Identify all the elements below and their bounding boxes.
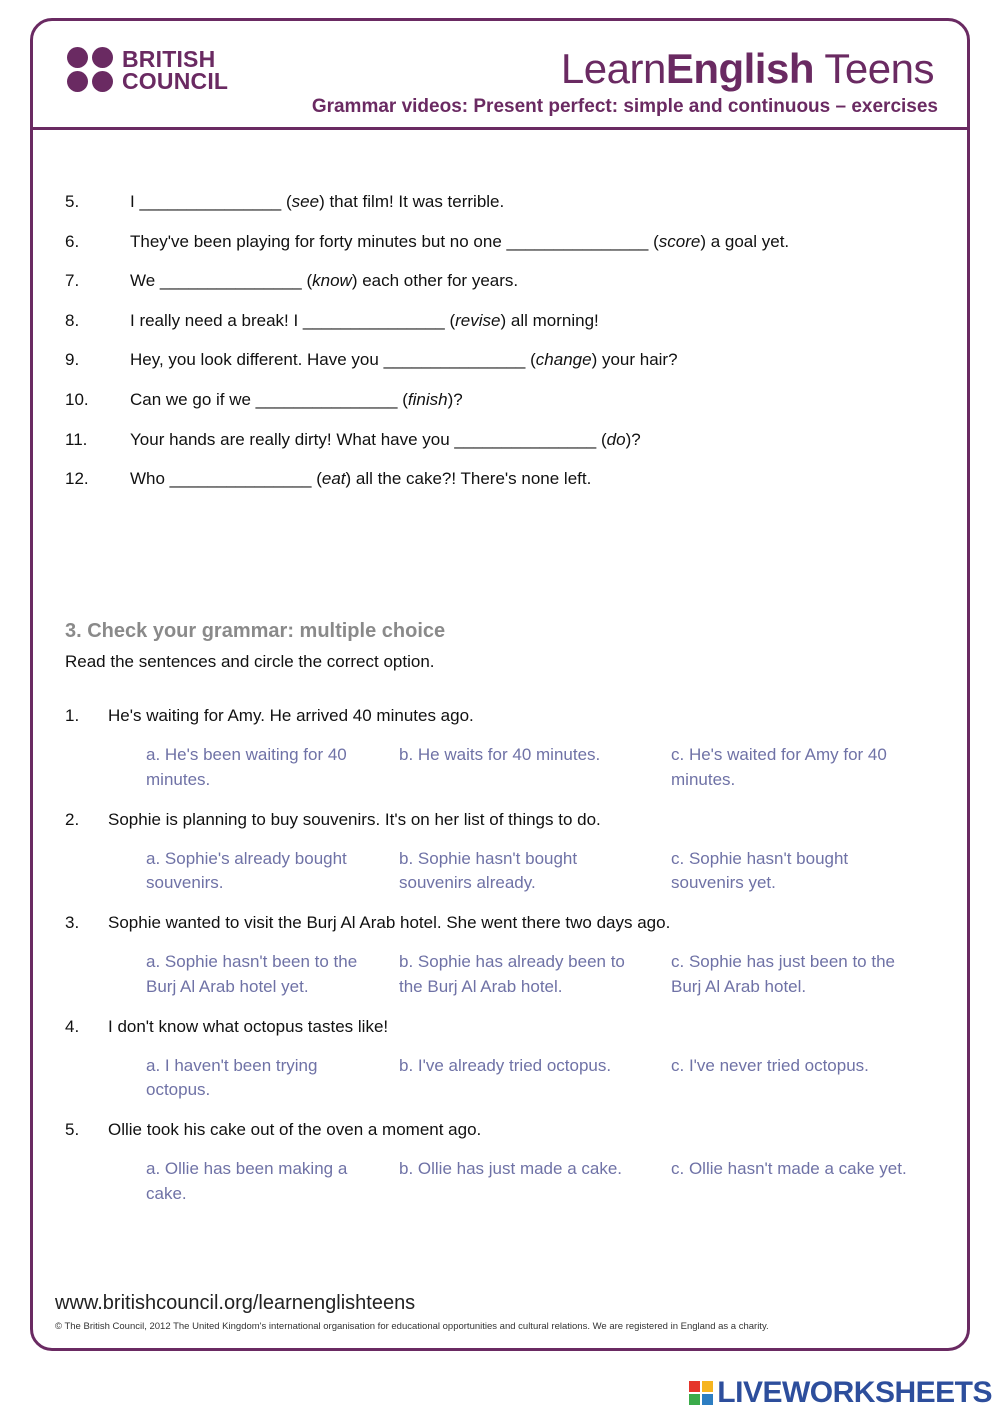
gap-fill-item [65, 230, 945, 270]
item-sentence: They've been playing for forty minutes but no one _______________ (score) a goal yet. [130, 231, 790, 251]
question-stem: Sophie is planning to buy souvenirs. It's on her list of things to do. [108, 809, 601, 829]
question-stem: He's waiting for Amy. He arrived 40 minutes ago. [108, 706, 474, 725]
item-number: 6. [65, 231, 80, 251]
multiple-choice-list [65, 704, 945, 1222]
liveworksheets-blocks-icon [689, 1381, 713, 1405]
question-number: 4. [65, 1016, 80, 1036]
verb-hint: do [606, 429, 626, 449]
gap-fill-item [65, 190, 945, 230]
lw-block [702, 1381, 713, 1392]
le-logo-learn: Learn [560, 45, 666, 92]
mc-question [65, 1015, 945, 1119]
gap-fill-item [65, 467, 945, 507]
option-c[interactable]: c. Sophie hasn't bought souvenirs yet. [671, 848, 849, 892]
question-number: 2. [65, 809, 80, 829]
gap-fill-item [65, 269, 945, 309]
item-number: 10. [65, 389, 89, 409]
option-c[interactable]: c. I've never tried octopus. [671, 1055, 869, 1075]
option-c[interactable]: c. Ollie hasn't made a cake yet. [671, 1159, 907, 1178]
item-sentence: Can we go if we _______________ (finish)? [130, 389, 463, 409]
option-b[interactable]: b. He waits for 40 minutes. [399, 745, 601, 764]
mc-question [65, 808, 945, 912]
option-a[interactable]: a. Ollie has been making a cake. [146, 1159, 348, 1203]
question-stem: I don't know what octopus tastes like! [108, 1016, 389, 1036]
liveworksheets-logo [689, 1376, 992, 1410]
lw-block [689, 1381, 700, 1392]
verb-hint: revise [455, 310, 501, 330]
option-b[interactable]: b. Sophie has already been to the Burj Al Arab hotel. [399, 952, 625, 996]
option-a[interactable]: a. I haven't been trying octopus. [146, 1055, 318, 1099]
item-number: 11. [65, 429, 88, 449]
worksheet-subtitle: Grammar videos: Present perfect: simple and continuous – exercises [311, 96, 938, 117]
option-a[interactable]: a. Sophie hasn't been to the Burj Al Arab hotel yet. [146, 952, 358, 996]
footer-copyright: © The British Council, 2012 The United Kingdom's international organisation for educational opportunities and cultural relations. We are registered in England as a charity. [55, 1321, 769, 1332]
lw-block [702, 1394, 713, 1405]
gap-fill-item [65, 309, 945, 349]
item-sentence: Your hands are really dirty! What have you _______________ (do)? [130, 429, 641, 449]
option-a[interactable]: a. He's been waiting for 40 minutes. [146, 745, 347, 789]
option-c[interactable]: c. Sophie has just been to the Burj Al Arab hotel. [671, 952, 895, 996]
bc-logo-line2: COUNCIL [122, 67, 229, 94]
gap-fill-item [65, 428, 945, 468]
verb-hint: score [658, 231, 701, 251]
mc-question [65, 1118, 945, 1222]
verb-hint: see [291, 192, 320, 211]
item-number: 7. [65, 271, 80, 291]
option-b[interactable]: b. I've already tried octopus. [399, 1055, 612, 1075]
item-sentence: I really need a break! I _______________ (revise) all morning! [130, 310, 599, 330]
option-a[interactable]: a. Sophie's already bought souvenirs. [146, 848, 347, 892]
header-divider [30, 127, 970, 130]
verb-hint: eat [321, 469, 346, 489]
british-council-logo [67, 47, 228, 92]
liveworksheets-logo-text: LIVEWORKSHEETS [717, 1376, 992, 1409]
option-b[interactable]: b. Ollie has just made a cake. [399, 1159, 623, 1178]
learnenglish-teens-logo [561, 45, 934, 93]
item-number: 9. [65, 350, 80, 370]
bc-logo-line1: BRITISH [122, 45, 216, 72]
item-number: 12. [65, 469, 89, 489]
item-sentence: Who _______________ (eat) all the cake?! There's none left. [130, 469, 592, 489]
item-number: 8. [65, 310, 80, 330]
question-stem: Ollie took his cake out of the oven a moment ago. [108, 1120, 482, 1139]
section3-instruction: Read the sentences and circle the correct option. [65, 652, 435, 671]
item-sentence: Hey, you look different. Have you _______________ (change) your hair? [130, 350, 678, 370]
item-number: 5. [65, 192, 80, 211]
gap-fill-list [65, 190, 945, 507]
mc-question [65, 704, 945, 808]
question-stem: Sophie wanted to visit the Burj Al Arab hotel. She went there two days ago. [108, 913, 671, 932]
verb-hint: know [312, 271, 352, 291]
verb-hint: finish [407, 389, 448, 409]
gap-fill-item [65, 388, 945, 428]
section3-heading: 3. Check your grammar: multiple choice [65, 620, 446, 642]
lw-block [689, 1394, 700, 1405]
question-number: 3. [65, 913, 80, 932]
gap-fill-item [65, 348, 945, 388]
le-logo-english: English [665, 45, 814, 92]
item-sentence: I _______________ (see) that film! It was terrible. [130, 192, 505, 211]
option-b[interactable]: b. Sophie hasn't bought souvenirs already. [399, 848, 578, 892]
british-council-dots-icon [67, 47, 114, 92]
option-c[interactable]: c. He's waited for Amy for 40 minutes. [671, 745, 887, 789]
footer-url: www.britishcouncil.org/learnenglishteens [55, 1292, 416, 1314]
item-sentence: We _______________ (know) each other for years. [130, 271, 519, 291]
mc-question [65, 911, 945, 1015]
verb-hint: change [535, 350, 592, 370]
le-logo-teens: Teens [814, 45, 934, 92]
question-number: 1. [65, 706, 80, 725]
question-number: 5. [65, 1120, 80, 1139]
